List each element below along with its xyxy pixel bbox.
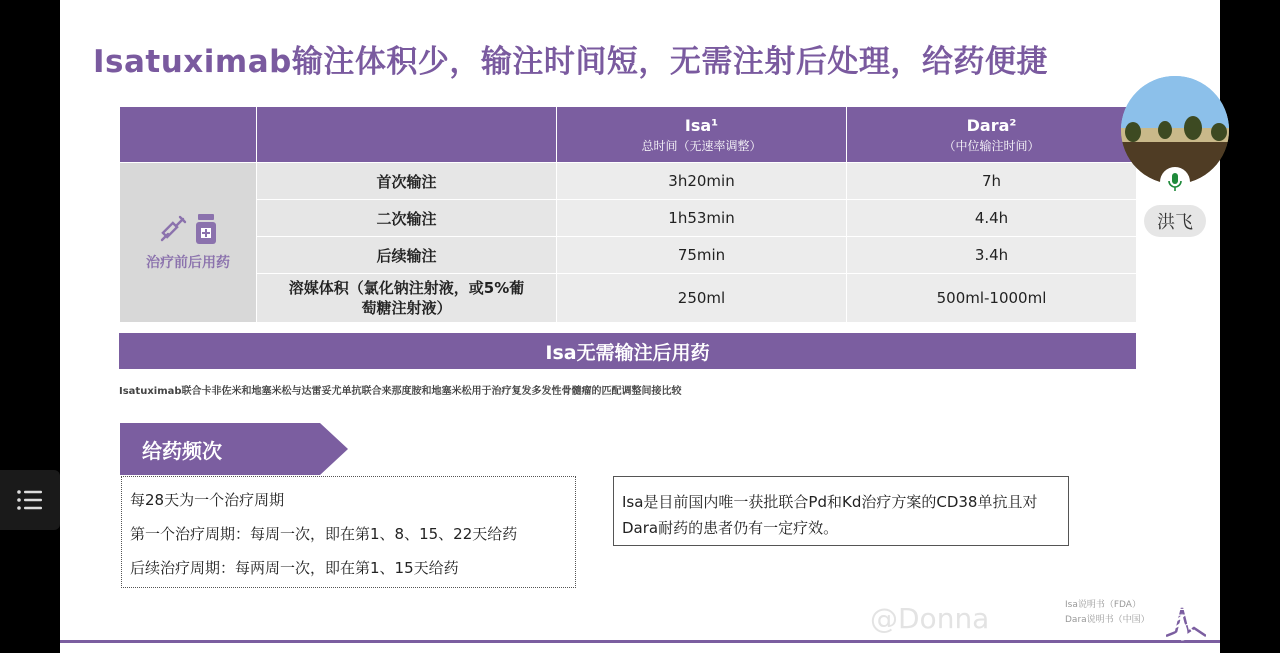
microphone-button[interactable]	[1160, 167, 1190, 197]
frequency-title: 给药频次	[142, 439, 222, 463]
row-label: 溶媒体积（氯化钠注射液，或5%葡萄糖注射液）	[257, 274, 557, 323]
row-label: 二次输注	[257, 200, 557, 237]
group-label: 治疗前后用药	[146, 254, 230, 271]
table-row	[120, 274, 1137, 323]
dara-value: 4.4h	[847, 200, 1137, 237]
slide-title: Isatuximab输注体积少，输注时间短，无需注射后处理，给药便捷	[93, 44, 1048, 80]
divider	[60, 640, 1220, 643]
syringe-icon	[158, 214, 188, 244]
dara-value: 3.4h	[847, 237, 1137, 274]
isa-value: 75min	[557, 237, 847, 274]
reference: Dara说明书（中国）	[1065, 615, 1150, 625]
header-cell-isa	[557, 107, 847, 163]
isa-value: 1h53min	[557, 200, 847, 237]
header-dara-sub: （中位输注时间）	[943, 138, 1040, 153]
frequency-box	[121, 476, 576, 588]
medicine-bottle-icon	[194, 214, 218, 246]
menu-button[interactable]	[0, 470, 60, 530]
header-cell-dara	[847, 107, 1137, 163]
group-cell	[120, 163, 257, 323]
row-label: 后续输注	[257, 237, 557, 274]
note-box	[613, 476, 1069, 546]
dara-value: 500ml-1000ml	[847, 274, 1137, 323]
dara-value: 7h	[847, 163, 1137, 200]
table-header-row	[120, 107, 1137, 163]
header-cell	[120, 107, 257, 163]
footnote: Isatuximab联合卡非佐米和地塞米松与达雷妥尤单抗联合来那度胺和地塞米松用于治疗复发多发性骨髓瘤的匹配调整间接比较	[119, 386, 682, 397]
table-row	[120, 200, 1137, 237]
header-cell	[257, 107, 557, 163]
comparison-table	[119, 106, 1137, 323]
frequency-tab	[120, 423, 350, 475]
list-menu-icon	[15, 485, 45, 515]
microphone-icon	[1166, 172, 1184, 192]
note-text: Isa是目前国内唯一获批联合Pd和Kd治疗方案的CD38单抗且对Dara耐药的患者仍有一定疗效。	[622, 493, 1038, 537]
header-isa-sub: 总时间（无速率调整）	[641, 138, 762, 153]
reference: Isa说明书（FDA）	[1065, 600, 1141, 610]
banner: Isa无需输注后用药	[119, 333, 1136, 369]
header-dara-label: Dara²	[966, 115, 1017, 135]
isa-value: 3h20min	[557, 163, 847, 200]
header-isa-label: Isa¹	[684, 115, 719, 135]
frequency-line: 第一个治疗周期：每周一次，即在第1、8、15、22天给药	[130, 525, 518, 543]
watermark: @Donna	[870, 602, 990, 635]
frequency-line: 后续治疗周期：每两周一次，即在第1、15天给药	[130, 559, 459, 577]
row-label: 首次输注	[257, 163, 557, 200]
table-row	[120, 163, 1137, 200]
presentation-slide	[60, 0, 1220, 653]
references	[1065, 598, 1150, 628]
participant-name: 洪飞	[1144, 205, 1206, 237]
frequency-line: 每28天为一个治疗周期	[130, 491, 285, 509]
table-row	[120, 237, 1137, 274]
isa-value: 250ml	[557, 274, 847, 323]
overlay-character: 家	[1164, 601, 1204, 647]
